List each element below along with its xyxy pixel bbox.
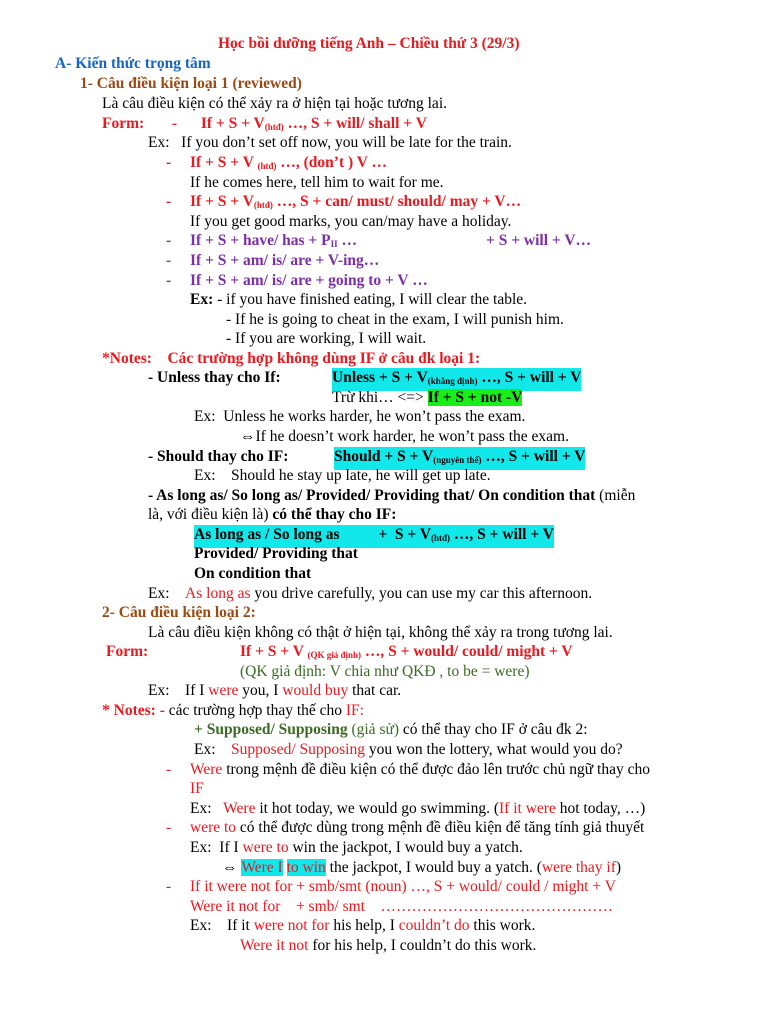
- ex-label: Ex:: [190, 839, 212, 856]
- not-for-rule-2-b: + smb/ smt ………………………………………: [280, 898, 613, 915]
- section-2-heading: 2- Câu điều kiện loại 2:: [102, 604, 256, 621]
- variant-2-sub: (htđ): [253, 200, 273, 210]
- variant-1-b: …, (don’t ) V …: [276, 154, 388, 171]
- as-long-as-line-2: [148, 505, 396, 524]
- variant-3-sub: II: [330, 239, 338, 249]
- example-2-line-3: - If you are working, I will wait.: [226, 330, 427, 347]
- variant-2-b: …, S + can/ must/ should/ may + V…: [272, 193, 522, 210]
- ex-label: Ex:: [148, 134, 170, 151]
- were-example-c: If it were: [499, 800, 556, 817]
- variant-5-text: If + S + am/ is/ are + going to + V …: [190, 272, 428, 289]
- variant-1-a: If + S + V: [190, 154, 258, 171]
- variant-4: - If + S + am/ is/ are + V-ing…: [166, 252, 380, 269]
- were-to-example-b: were to: [242, 839, 289, 856]
- form-2-sub: (QK giả định): [307, 650, 362, 660]
- s2-ex-would: would buy: [282, 682, 349, 699]
- not-for-rule-text: If it were not for + smb/smt (noun) …, S + would/ could / might + V: [190, 878, 616, 895]
- notes-2-heading: [102, 701, 364, 720]
- were-example-d: hot today, …): [555, 800, 646, 817]
- as-long-as-form-b: …, S + will + V: [450, 526, 554, 543]
- notes-2-text: các trường hợp thay thế cho: [168, 702, 346, 719]
- as-long-as-example-red: As long as: [185, 585, 251, 602]
- were-to-rule-text: có thể được dùng trong mệnh đề điều kiện để tăng tính giả thuyết: [236, 819, 645, 836]
- as-long-as-meaning: là, với điều kiện là): [148, 506, 269, 523]
- as-long-as-example: [148, 584, 592, 603]
- unless-example-text: Unless he works harder, he won’t pass the exam.: [223, 408, 526, 425]
- not-for-example-2: [240, 936, 536, 955]
- variant-5: - If + S + am/ is/ are + going to + V …: [166, 272, 428, 289]
- unless-form-a: Unless + S + V: [332, 369, 428, 386]
- were-to-example-2: [222, 858, 621, 877]
- ex-label: Ex:: [194, 741, 216, 758]
- as-long-as-form-sub: (htđ): [431, 533, 451, 543]
- supposed-text: + Supposed/ Supposing: [194, 721, 348, 738]
- supposed-rest: có thể thay cho IF ở câu đk 2:: [399, 721, 588, 738]
- form-2-label: Form:: [106, 643, 149, 660]
- should-form-a: Should + S + V: [334, 448, 434, 465]
- should-label: - Should thay cho IF:: [148, 448, 289, 465]
- section-2-example: [148, 681, 401, 700]
- example-1: [148, 133, 512, 152]
- example-2-text-1: - if you have finished eating, I will clear the table.: [213, 291, 528, 308]
- were-to-example-2-b: to win: [286, 859, 326, 876]
- ex-label: Ex:: [190, 917, 212, 934]
- if-not-form: If + S + not -V: [427, 389, 523, 406]
- as-long-as-form-a: As long as / So long as + S + V: [194, 526, 432, 543]
- supposed-line: [194, 720, 588, 739]
- on-condition-line: On condition that: [194, 565, 312, 582]
- were-to-rule: - were to có thể được dùng trong mệnh đề điều kiện để tăng tính giả thuyết: [166, 819, 645, 836]
- variant-3-a: If + S + have/ has + P: [190, 232, 331, 249]
- were-example-b: it hot today, we would go swimming. (: [255, 800, 500, 817]
- tru-khi-line: [332, 388, 522, 407]
- gia-su-text: (giả sử): [347, 721, 400, 738]
- tru-khi-text: Trừ khi… <=>: [332, 389, 428, 406]
- ex-label: Ex:: [148, 682, 170, 699]
- unless-example-2: [240, 427, 569, 446]
- notes-label: *Notes:: [102, 350, 152, 367]
- example-2-line-1: [190, 290, 527, 309]
- were-to-example-c: win the jackpot, I would buy a yatch.: [288, 839, 523, 856]
- should-example: [194, 466, 491, 485]
- form-1-part-b: …, S + will/ shall + V: [283, 115, 427, 132]
- were-word: Were: [190, 761, 223, 778]
- were-to-example-a: If I: [219, 839, 243, 856]
- were-to-example: [190, 838, 523, 857]
- unless-label: - Unless thay cho If:: [148, 369, 281, 386]
- variant-3-b: …: [337, 232, 358, 249]
- form-2-a: If + S + V: [240, 643, 308, 660]
- ex-label: Ex:: [194, 408, 216, 425]
- section-2-description: Là câu điều kiện không có thật ở hiện tại, không thể xảy ra trong tương lai.: [148, 624, 613, 641]
- section-1-description: Là câu điều kiện có thể xảy ra ở hiện tại hoặc tương lai.: [102, 95, 447, 112]
- were-to-example-2-d: were thay if: [541, 859, 616, 876]
- example-1-text: If you don’t set off now, you will be late for the train.: [181, 134, 512, 151]
- variant-3: - If + S + have/ has + $P_{II}$ …: [166, 232, 358, 249]
- form-1-sub: (htđ): [264, 122, 284, 132]
- as-long-as-text: - As long as/ So long as/ Provided/ Providing that/ On condition that: [148, 487, 596, 504]
- not-for-example-e: this work.: [469, 917, 536, 934]
- variant-4-text: If + S + am/ is/ are + V-ing…: [190, 252, 380, 269]
- equivalent-arrow-icon: ⇔: [240, 428, 256, 445]
- variant-1-sub: (htđ): [257, 161, 277, 171]
- not-for-example-c: his help, I: [329, 917, 399, 934]
- were-example-a: Were: [223, 800, 256, 817]
- not-for-rule-2: [190, 897, 613, 916]
- section-1-heading: 1- Câu điều kiện loại 1 (reviewed): [80, 75, 302, 92]
- s2-ex-a: If I: [185, 682, 209, 699]
- not-for-example-2-a: Were it not: [240, 937, 309, 954]
- form-dash: -: [171, 115, 178, 132]
- were-rule-text: trong mệnh đề điều kiện có thể được đảo lên trước chủ ngữ thay cho: [222, 761, 650, 778]
- form-2-note: (QK giả định: V chia như QKĐ , to be = were): [240, 663, 530, 680]
- not-for-rule-2-a: Were it not for: [190, 898, 281, 915]
- provided-line: Provided/ Providing that: [194, 545, 358, 562]
- were-to-example-2-a: Were I: [241, 859, 283, 876]
- equivalent-arrow-icon: ⇔: [222, 859, 238, 876]
- unless-form-b: …, S + will + V: [477, 369, 582, 386]
- notes-1-heading: [102, 349, 480, 368]
- supposed-example-red: Supposed/ Supposing: [231, 741, 365, 758]
- s2-ex-c: that car.: [348, 682, 402, 699]
- should-example-text: Should he stay up late, he will get up late.: [231, 467, 491, 484]
- as-long-as-paren: (miễn: [595, 487, 636, 504]
- form-1-part-a: If + S + V: [200, 115, 265, 132]
- variant-2: - $If + S + V_{(htđ)}$ …, S + can/ must/ should/ may + V…: [166, 193, 522, 210]
- variant-1-example: If he comes here, tell him to wait for me.: [190, 174, 444, 191]
- ex-label: Ex:: [190, 291, 214, 308]
- should-form-sub: (nguyên thể): [433, 455, 482, 465]
- were-rule: - Were trong mệnh đề điều kiện có thể được đảo lên trước chủ ngữ thay cho: [166, 761, 650, 778]
- notes-2-label: * Notes:: [102, 702, 156, 719]
- variant-2-a: If + S + V: [190, 193, 254, 210]
- section-a-heading: A- Kiến thức trọng tâm: [55, 55, 211, 72]
- unless-example: [194, 407, 525, 426]
- example-2-line-2: - If he is going to cheat in the exam, I will punish him.: [226, 311, 564, 328]
- form-label: Form:: [102, 115, 145, 132]
- not-for-example-d: couldn’t do: [398, 917, 470, 934]
- not-for-rule: - If it were not for + smb/smt (noun) …, S + would/ could / might + V: [166, 878, 616, 895]
- were-example: [190, 799, 645, 818]
- should-form-b: …, S + will + V: [481, 448, 586, 465]
- ex-label: Ex:: [190, 800, 212, 817]
- page-title: Học bồi dưỡng tiếng Anh – Chiều thứ 3 (29/3): [218, 35, 520, 52]
- supposed-example: [194, 740, 623, 759]
- not-for-example-a: If it: [227, 917, 254, 934]
- s2-ex-b: you, I: [238, 682, 283, 699]
- as-long-as-line-1: [148, 486, 635, 505]
- notes-1-text: Các trường hợp không dùng IF ở câu đk loại 1:: [167, 350, 481, 367]
- s2-ex-were: were: [208, 682, 239, 699]
- as-long-as-example-text: you drive carefully, you can use my car this afternoon.: [250, 585, 593, 602]
- as-long-as-replace: có thể thay cho IF:: [268, 506, 397, 523]
- variant-2-example: If you get good marks, you can/may have a holiday.: [190, 213, 512, 230]
- unless-example-2-text: If he doesn’t work harder, he won’t pass the exam.: [255, 428, 569, 445]
- were-to-word: were to: [190, 819, 237, 836]
- were-rule-if: IF: [190, 780, 204, 797]
- ex-label: Ex:: [148, 585, 170, 602]
- notes-2-dash: -: [155, 702, 169, 719]
- were-to-example-2-c: the jackpot, I would buy a yatch. (: [325, 859, 542, 876]
- variant-3-result: + S + will + V…: [486, 232, 592, 249]
- form-2-b: …, S + would/ could/ might + V: [361, 643, 573, 660]
- ex-label: Ex:: [194, 467, 216, 484]
- were-to-example-2-e: ): [615, 859, 622, 876]
- supposed-example-text: you won the lottery, what would you do?: [364, 741, 623, 758]
- unless-form-sub: (khẳng định): [427, 376, 478, 386]
- not-for-example-2-b: for his help, I couldn’t do this work.: [308, 937, 537, 954]
- not-for-example-b: were not for: [253, 917, 330, 934]
- variant-1: - If + S + V $_{(htđ)}$ …, (don’t ) V …: [166, 154, 388, 171]
- notes-2-if: IF:: [345, 702, 364, 719]
- not-for-example: [190, 916, 535, 935]
